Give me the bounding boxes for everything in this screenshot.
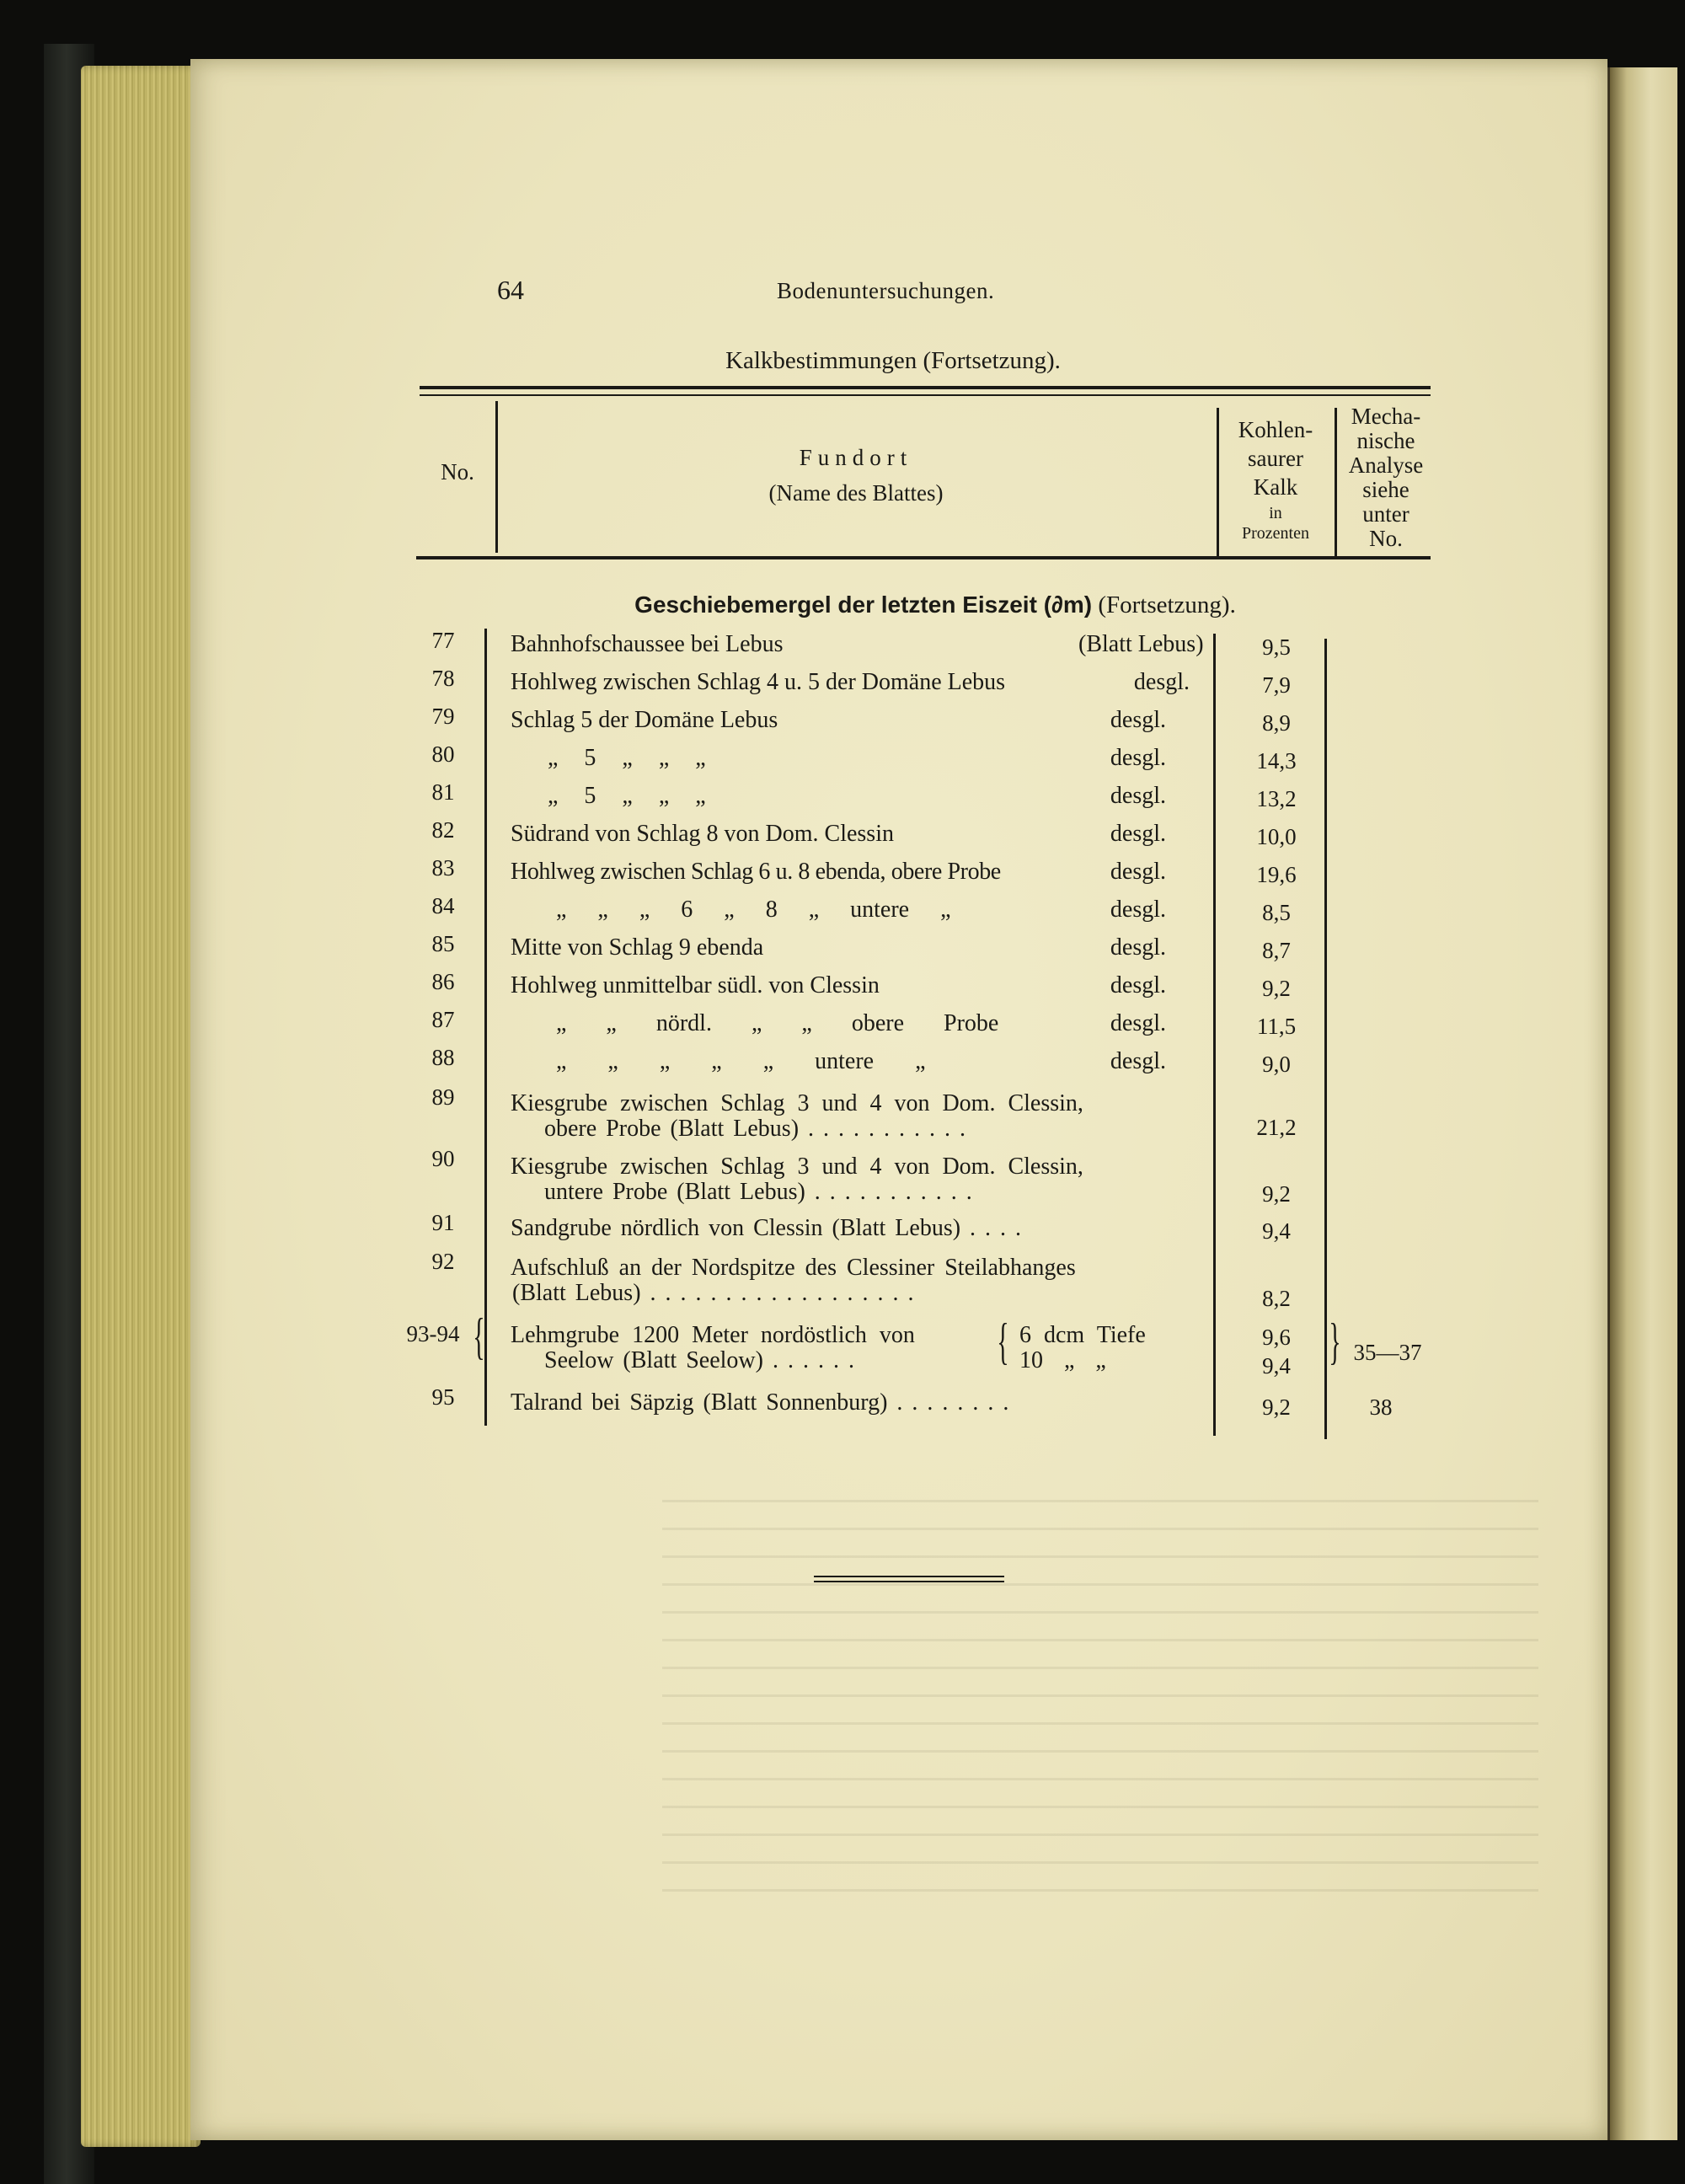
header-fundort-sub: (Name des Blattes): [768, 480, 944, 506]
row-blatt: desgl.: [1110, 897, 1166, 923]
row-number: 82: [431, 817, 455, 843]
row-kalk-value: 8,7: [1262, 938, 1291, 963]
row-blatt: desgl.: [1133, 669, 1190, 695]
header-kalk-l3: Kalk: [1253, 474, 1298, 500]
row-fundort: Schlag 5 der Domäne Lebus: [511, 707, 778, 733]
header-kalk: [1218, 417, 1333, 543]
brace-depth: {: [997, 1314, 1009, 1369]
row-number: 87: [431, 1007, 455, 1032]
row-fundort-line2: Seelow (Blatt Seelow) . . . . . .: [544, 1347, 854, 1373]
row-kalk-value: 13,2: [1256, 786, 1297, 811]
header-mech-l1: Mecha-: [1351, 404, 1421, 429]
row-number: 86: [431, 969, 455, 994]
row-kalk-value: 7,9: [1262, 672, 1291, 698]
row-fundort: Sandgrube nördlich von Clessin (Blatt Lebus) . . . .: [511, 1215, 1022, 1241]
row-kalk-value: 10,0: [1256, 824, 1297, 849]
row-kalk-value: 8,9: [1262, 710, 1291, 736]
header-divider: [1335, 408, 1337, 559]
row-kalk-value-1: 9,6: [1262, 1325, 1291, 1350]
row-mech-analysis: 38: [1369, 1394, 1393, 1420]
row-number: 95: [431, 1384, 455, 1410]
row-blatt: desgl.: [1110, 783, 1166, 809]
row-blatt: desgl.: [1110, 1010, 1166, 1036]
running-title: Bodenuntersuchungen.: [777, 278, 995, 303]
table-title: Kalkbestimmungen (Fortsetzung).: [725, 347, 1061, 374]
end-rule: [814, 1581, 1004, 1582]
row-fundort: Hohlweg unmittelbar südl. von Clessin: [511, 972, 880, 998]
row-fundort: Mitte von Schlag 9 ebenda: [511, 934, 764, 961]
header-kalk-l4: in: [1269, 504, 1282, 522]
row-fundort-line2: obere Probe (Blatt Lebus) . . . . . . . . . . .: [544, 1116, 966, 1142]
page-edges: [81, 66, 201, 2147]
header-mech-l4: siehe: [1362, 477, 1410, 502]
row-fundort: [511, 1091, 1191, 1142]
header-divider: [1217, 408, 1219, 559]
row-fundort: [511, 1323, 991, 1373]
row-fundort: Talrand bei Säpzig (Blatt Sonnenburg) . . . . . . . .: [511, 1389, 1009, 1416]
header-kalk-l1: Kohlen-: [1238, 417, 1313, 442]
header-fundort-title: Fundort: [799, 445, 913, 470]
row-number: 90: [431, 1146, 455, 1171]
row-blatt: desgl.: [1110, 745, 1166, 771]
row-depths: [1019, 1323, 1188, 1373]
row-depth-1: 6 dcm Tiefe: [1019, 1322, 1146, 1348]
row-fundort: „ „ nördl. „ „ obere Probe: [556, 1010, 999, 1036]
row-kalk-value: 19,6: [1256, 862, 1297, 887]
row-kalk-value: 9,0: [1262, 1052, 1291, 1077]
row-number: 91: [431, 1210, 455, 1235]
next-page-edge: [1607, 67, 1677, 2140]
section-title: [455, 592, 1415, 619]
row-number: 79: [431, 704, 455, 729]
section-title-rest: (Fortsetzung).: [1092, 592, 1236, 618]
row-kalk-value: 9,2: [1262, 1394, 1291, 1420]
row-kalk-value: 21,2: [1256, 1115, 1297, 1140]
row-kalk-value: 9,2: [1262, 976, 1291, 1001]
row-blatt: desgl.: [1110, 934, 1166, 961]
header-mech-l3: Analyse: [1348, 452, 1424, 478]
row-fundort: „ „ „ „ „ untere „: [556, 1048, 926, 1074]
header-kalk-l2: saurer: [1248, 446, 1303, 471]
bleed-through: [662, 1475, 1538, 1913]
page-header: [497, 275, 1087, 317]
row-number: 77: [431, 628, 455, 653]
row-fundort: Südrand von Schlag 8 von Dom. Clessin: [511, 821, 894, 847]
row-depth-2: 10 „ „: [1019, 1347, 1106, 1373]
table-top-rule: [420, 386, 1431, 389]
header-bottom-rule: [416, 556, 1431, 559]
row-number: 83: [431, 855, 455, 881]
row-kalk-value: 9,2: [1262, 1181, 1291, 1207]
row-kalk-value: 9,4: [1262, 1218, 1291, 1244]
row-number: 80: [431, 741, 455, 767]
row-blatt: desgl.: [1110, 1048, 1166, 1074]
brace-left: {: [473, 1309, 485, 1364]
row-mech-analysis: 35—37: [1353, 1340, 1422, 1365]
row-number: 85: [431, 931, 455, 956]
row-kalk-value: 8,2: [1262, 1286, 1291, 1311]
header-mech: [1336, 404, 1436, 551]
row-fundort: Hohlweg zwischen Schlag 4 u. 5 der Domäne Lebus: [511, 669, 1006, 695]
row-number: 92: [431, 1249, 455, 1274]
row-fundort: „ 5 „ „ „: [548, 783, 706, 809]
row-kalk-value-2: 9,4: [1262, 1353, 1291, 1378]
row-number: 88: [431, 1045, 455, 1070]
row-fundort-line1: Kiesgrube zwischen Schlag 3 und 4 von Dom. Clessin,: [511, 1154, 1083, 1180]
body-divider: [484, 629, 487, 1426]
section-title-bold: Geschiebemergel der letzten Eiszeit (∂m): [634, 592, 1093, 618]
row-fundort-line1: Kiesgrube zwischen Schlag 3 und 4 von Dom. Clessin,: [511, 1090, 1083, 1116]
row-blatt: desgl.: [1110, 821, 1166, 847]
row-fundort: Bahnhofschaussee bei Lebus: [511, 631, 784, 657]
row-blatt: desgl.: [1110, 859, 1166, 885]
table-top-rule-thin: [420, 394, 1431, 396]
row-kalk-value: 8,5: [1262, 900, 1291, 925]
brace-right: }: [1329, 1314, 1341, 1369]
page-number: 64: [497, 275, 524, 305]
row-fundort: „ „ „ 6 „ 8 „ untere „: [556, 897, 951, 923]
row-kalk-value: 9,5: [1262, 634, 1291, 660]
header-fundort: [497, 445, 1215, 506]
row-fundort-line1: Lehmgrube 1200 Meter nordöstlich von: [511, 1322, 915, 1348]
row-number: 93-94: [406, 1321, 460, 1346]
row-fundort-line2: untere Probe (Blatt Lebus) . . . . . . . . . . .: [544, 1179, 972, 1205]
header-divider: [495, 401, 498, 553]
header-mech-l5: unter: [1362, 501, 1410, 527]
row-blatt: desgl.: [1110, 972, 1166, 998]
row-fundort-line1: Aufschluß an der Nordspitze des Clessiner Steilabhanges: [511, 1255, 1076, 1281]
header-mech-l6: No.: [1369, 526, 1403, 551]
row-kalk-value: 14,3: [1256, 748, 1297, 774]
row-fundort: [511, 1255, 1191, 1306]
end-rule: [814, 1576, 1004, 1577]
header-no: No.: [441, 459, 474, 484]
header-mech-l2: nische: [1356, 428, 1415, 453]
row-number: 89: [431, 1084, 455, 1110]
row-number: 84: [431, 893, 455, 918]
row-fundort: [511, 1154, 1191, 1205]
row-fundort: Hohlweg zwischen Schlag 6 u. 8 ebenda, obere Probe: [511, 859, 1001, 885]
header-kalk-l5: Prozenten: [1242, 524, 1309, 543]
row-number: 81: [431, 779, 455, 805]
row-number: 78: [431, 666, 455, 691]
row-fundort: „ 5 „ „ „: [548, 745, 706, 771]
row-blatt: desgl.: [1110, 707, 1166, 733]
row-blatt: (Blatt Lebus): [1078, 631, 1204, 657]
row-fundort-line2: (Blatt Lebus) . . . . . . . . . . . . . . . . . .: [512, 1280, 914, 1306]
row-kalk-value: 11,5: [1256, 1014, 1297, 1039]
